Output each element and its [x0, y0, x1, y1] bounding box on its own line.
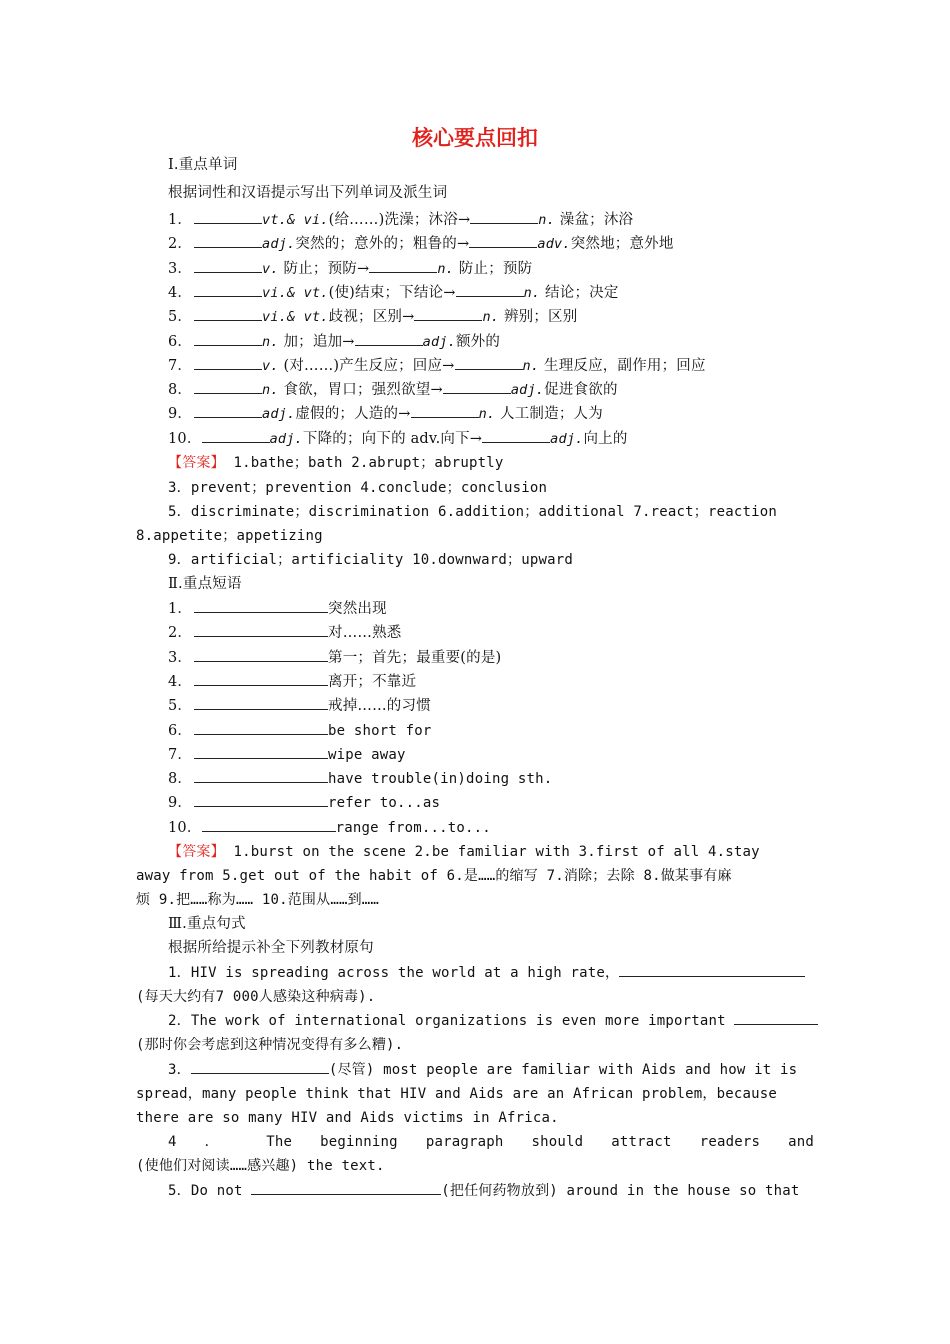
answer-line [168, 840, 814, 864]
answer-blank[interactable] [194, 646, 328, 662]
phrase-item [168, 719, 814, 743]
item-number: 7． [168, 357, 193, 374]
phrase-hint: 戒掉……的习惯 [328, 698, 431, 715]
sentence-4-hint: (使他们对阅读……感兴趣) the text. [136, 1158, 385, 1174]
answer-blank[interactable] [202, 427, 270, 443]
answer-blank[interactable] [470, 208, 538, 224]
item-number: 3． [168, 260, 193, 277]
sentence-3 [168, 1058, 814, 1082]
answer-blank[interactable] [194, 330, 262, 346]
sentence-text: 2．The work of international organizations is even more important [168, 1013, 726, 1029]
meaning: 加；追加→ [278, 333, 355, 350]
part-of-speech: n. [262, 333, 279, 350]
item-number: 7． [168, 746, 193, 763]
item-number: 1． [168, 601, 193, 617]
part-of-speech: adj. [262, 236, 296, 253]
part-of-speech: v. [262, 260, 279, 277]
section-instruction: 根据词性和汉语提示写出下列单词及派生词 [168, 185, 448, 201]
part-of-speech: adv. [537, 236, 571, 253]
phrase-item [168, 597, 814, 621]
sentence-2-hint: (那时你会考虑到这种情况变得有多么糟). [136, 1037, 404, 1053]
sentence-2 [168, 1009, 814, 1033]
part-of-speech: adj. [510, 382, 545, 399]
part-of-speech: adj. [422, 333, 456, 350]
sentence-text: 5．Do not [168, 1183, 243, 1199]
answer-blank[interactable] [369, 257, 437, 273]
answer-blank[interactable] [355, 330, 423, 346]
item-number: 2． [168, 236, 193, 253]
answer-line: 8.appetite；appetizing [136, 528, 323, 544]
answer-blank[interactable] [194, 743, 328, 759]
sentence-4: 4 ． The beginning paragraph should attract readers and [168, 1134, 814, 1150]
answer-blank[interactable] [191, 1058, 329, 1074]
answer-blank[interactable] [194, 791, 328, 807]
sentence-text: spread，many people think that HIV and Aids are an African problem，because [136, 1086, 778, 1102]
answer-blank[interactable] [456, 281, 524, 297]
meaning: 虚假的；人造的→ [295, 406, 411, 423]
item-number: 9． [168, 795, 193, 812]
part-of-speech: n. [478, 406, 496, 423]
part-of-speech: adj. [262, 406, 296, 423]
item-number: 6． [168, 333, 193, 350]
meaning: 向上的 [583, 430, 628, 447]
answer-blank[interactable] [194, 354, 262, 370]
answer-blank[interactable] [443, 378, 511, 394]
item-number: 6． [168, 722, 193, 739]
word-item [168, 402, 814, 426]
item-number: 10． [168, 819, 202, 836]
answer-blank[interactable] [194, 208, 262, 224]
meaning: 突然的；意外的；粗鲁的→ [295, 236, 470, 253]
phrase-hint: 离开；不靠近 [328, 673, 417, 690]
part-of-speech: vi.& vt. [262, 284, 329, 301]
section-heading: Ⅰ.重点单词 [168, 157, 238, 173]
phrase-item [168, 791, 814, 815]
sentence-text: there are so many HIV and Aids victims in Africa. [136, 1110, 559, 1126]
answer-blank[interactable] [251, 1179, 441, 1195]
meaning: 下降的；向下的 adv.向下→ [302, 430, 483, 447]
answer-blank[interactable] [194, 621, 328, 637]
phrase-hint: 突然出现 [328, 601, 387, 617]
phrase-item [168, 621, 814, 645]
meaning: 促进食欲的 [544, 382, 618, 399]
answer-blank[interactable] [194, 281, 262, 297]
answer-blank[interactable] [194, 719, 328, 735]
part-of-speech: v. [262, 357, 279, 374]
sentence-1-hint: (每天大约有7 000人感染这种病毒). [136, 989, 376, 1005]
answer-blank[interactable] [482, 427, 550, 443]
meaning: 辨别；区别 [499, 309, 578, 326]
answer-blank[interactable] [411, 402, 479, 418]
part-of-speech: vt.& vi. [262, 212, 329, 228]
sentence-1 [168, 961, 814, 985]
word-item [168, 354, 814, 378]
section-heading: Ⅲ.重点句式 [168, 916, 246, 932]
item-number: 9． [168, 406, 193, 423]
word-item [168, 232, 814, 256]
word-item [168, 378, 814, 402]
part-of-speech: n. [522, 357, 540, 374]
part-of-speech: n. [262, 382, 279, 399]
meaning: 额外的 [455, 333, 501, 350]
phrase-item [168, 816, 814, 840]
phrase-item [168, 646, 814, 670]
phrase-item [168, 767, 814, 791]
item-number: 5． [168, 309, 193, 326]
answer-line: 3．prevent；prevention 4.conclude；conclusion [168, 480, 548, 496]
answer-line: away from 5.get out of the habit of 6.是……的缩写 7.消除；去除 8.做某事有麻 [136, 868, 732, 884]
phrase-hint: refer to...as [328, 795, 441, 812]
part-of-speech: vi.& vt. [262, 309, 329, 326]
item-number: 3． [168, 649, 193, 666]
answer-blank[interactable] [202, 816, 336, 832]
answer-blank[interactable] [194, 378, 262, 394]
answer-text: 1.burst on the scene 2.be familiar with 3.first of all 4.stay [233, 844, 760, 860]
answer-blank[interactable] [194, 694, 328, 710]
word-item [168, 427, 814, 451]
phrase-hint: be short for [328, 722, 432, 739]
meaning: (使)结束；下结论→ [328, 284, 456, 301]
answer-line: 5．discriminate；discrimination 6.addition；additional 7.react；reaction [168, 504, 778, 520]
item-number: 8． [168, 382, 193, 399]
page-title: 核心要点回扣 [412, 126, 538, 150]
item-number: 8． [168, 771, 193, 788]
phrase-hint: 第一；首先；最重要(的是) [328, 649, 502, 666]
word-item [168, 281, 814, 305]
item-number: 5． [168, 698, 193, 715]
section-instruction: 根据所给提示补全下列教材原句 [168, 940, 374, 956]
meaning: 生理反应，副作用；回应 [539, 357, 706, 374]
item-number: 1． [168, 212, 193, 228]
answer-blank[interactable] [194, 670, 328, 686]
item-number: 10． [168, 430, 202, 447]
meaning: 食欲，胃口；强烈欲望→ [278, 382, 443, 399]
answer-line: 9．artificial；artificiality 10.downward；upward [168, 552, 574, 568]
sentence-text: (把任何药物放到) around in the house so that [441, 1183, 800, 1199]
answer-blank[interactable] [194, 305, 262, 321]
phrase-hint: wipe away [328, 746, 406, 763]
meaning: 突然地；意外地 [570, 236, 674, 253]
sentence-text: 1．HIV is spreading across the world at a high rate， [168, 965, 620, 981]
item-number: 2． [168, 625, 193, 642]
sentence-text: (尽管) most people are familiar with Aids and how it is [328, 1062, 798, 1078]
item-number: 4． [168, 284, 193, 301]
meaning: 澡盆；沐浴 [554, 212, 634, 228]
part-of-speech: adj. [269, 430, 303, 447]
answer-text: 1.bathe；bath 2.abrupt；abruptly [233, 455, 504, 471]
part-of-speech: adj. [550, 430, 584, 447]
answer-blank[interactable] [194, 232, 262, 248]
meaning: 防止；预防→ [278, 260, 370, 277]
answer-line [168, 451, 814, 475]
part-of-speech: n. [482, 309, 500, 326]
word-item [168, 257, 814, 281]
phrase-item [168, 694, 814, 718]
meaning: 歧视；区别→ [328, 309, 415, 326]
phrase-hint: have trouble(in)doing sth. [328, 771, 553, 788]
phrase-hint: 对……熟悉 [328, 625, 402, 642]
word-item [168, 305, 814, 329]
meaning: 防止；预防 [453, 260, 533, 277]
section-heading: Ⅱ.重点短语 [168, 576, 242, 592]
word-item [168, 208, 814, 232]
meaning: (对……)产生反应；回应→ [278, 357, 455, 374]
sentence-5 [168, 1179, 814, 1203]
item-number: 4． [168, 673, 193, 690]
phrase-item [168, 670, 814, 694]
answer-blank[interactable] [469, 232, 537, 248]
answer-label: 【答案】 [168, 455, 225, 471]
meaning: 结论；决定 [540, 284, 619, 301]
answer-line: 烦 9.把……称为…… 10.范围从……到…… [136, 892, 380, 908]
meaning: (给……)洗澡；沐浴→ [328, 212, 471, 228]
phrase-hint: range from...to... [335, 819, 491, 836]
meaning: 人工制造；人为 [495, 406, 603, 423]
sentence-text: 3． [168, 1062, 191, 1078]
part-of-speech: n. [437, 260, 454, 277]
answer-blank[interactable] [734, 1009, 818, 1025]
answer-blank[interactable] [619, 961, 805, 977]
answer-blank[interactable] [194, 767, 328, 783]
answer-blank[interactable] [414, 305, 482, 321]
answer-label: 【答案】 [168, 844, 225, 860]
part-of-speech: n. [523, 284, 541, 301]
phrase-item [168, 743, 814, 767]
part-of-speech: n. [538, 212, 555, 228]
word-item [168, 330, 814, 354]
answer-blank[interactable] [194, 402, 262, 418]
answer-blank[interactable] [194, 257, 262, 273]
answer-blank[interactable] [194, 597, 328, 613]
answer-blank[interactable] [455, 354, 523, 370]
